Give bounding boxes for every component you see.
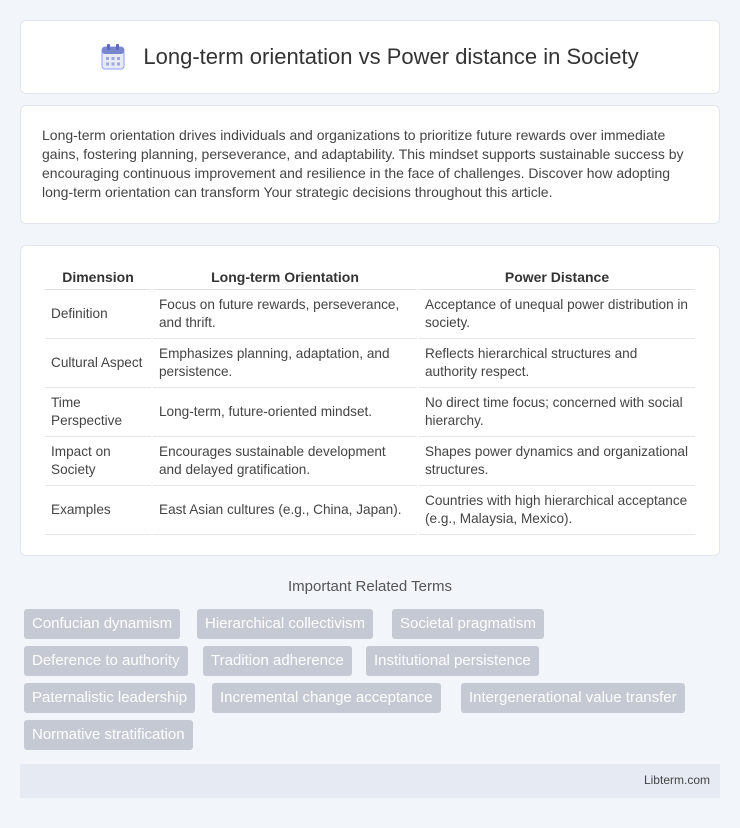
table-cell: Reflects hierarchical structures and authority respect. — [419, 339, 695, 388]
table-cell: No direct time focus; concerned with social hierarchy. — [419, 388, 695, 437]
table-header-long-term: Long-term Orientation — [153, 266, 417, 290]
table-cell: Encourages sustainable development and delayed gratification. — [153, 437, 417, 486]
comparison-table — [43, 266, 697, 535]
table-cell: Shapes power dynamics and organizational structures. — [419, 437, 695, 486]
table-row — [45, 339, 695, 388]
table-header-dimension: Dimension — [45, 266, 151, 290]
table-cell: Definition — [45, 290, 151, 339]
table-cell: Examples — [45, 486, 151, 535]
related-term-tag[interactable]: Societal pragmatism — [392, 609, 544, 639]
related-term-tag[interactable]: Normative stratification — [24, 720, 193, 750]
table-row — [45, 290, 695, 339]
table-cell: Cultural Aspect — [45, 339, 151, 388]
related-term-tag[interactable]: Incremental change acceptance — [212, 683, 441, 713]
table-cell: East Asian cultures (e.g., China, Japan). — [153, 486, 417, 535]
related-term-tag[interactable]: Deference to authority — [24, 646, 188, 676]
calendar-icon — [101, 44, 125, 70]
footer-brand[interactable]: Libterm.com — [643, 773, 710, 787]
related-term-tag[interactable]: Paternalistic leadership — [24, 683, 195, 713]
table-header-row — [45, 266, 695, 290]
comparison-table-card — [20, 245, 720, 556]
intro-text: Long-term orientation drives individuals and organizations to prioritize future rewards over immediate gains, fostering planning, perseverance, and adaptability. This mindset supports sustainable success by encouraging continuous improvement and resilience in the face of challenges. Discover how adopting long-term orientation can transform Your strategic decisions throughout this article. — [42, 127, 684, 200]
table-cell: Emphasizes planning, adaptation, and persistence. — [153, 339, 417, 388]
table-cell: Countries with high hierarchical acceptance (e.g., Malaysia, Mexico). — [419, 486, 695, 535]
table-cell: Time Perspective — [45, 388, 151, 437]
table-cell: Acceptance of unequal power distribution in society. — [419, 290, 695, 339]
table-cell: Long-term, future-oriented mindset. — [153, 388, 417, 437]
related-term-tag[interactable]: Confucian dynamism — [24, 609, 180, 639]
related-term-tag[interactable]: Intergenerational value transfer — [461, 683, 685, 713]
footer — [20, 764, 720, 798]
table-row — [45, 486, 695, 535]
related-term-tag[interactable]: Institutional persistence — [366, 646, 539, 676]
intro-card — [20, 105, 720, 224]
table-cell: Impact on Society — [45, 437, 151, 486]
related-term-tag[interactable]: Hierarchical collectivism — [197, 609, 373, 639]
table-row — [45, 437, 695, 486]
related-term-tag[interactable]: Tradition adherence — [203, 646, 352, 676]
page-title: Long-term orientation vs Power distance in Society — [143, 44, 639, 69]
table-row — [45, 388, 695, 437]
table-header-power-distance: Power Distance — [419, 266, 695, 290]
header-card — [20, 20, 720, 94]
related-terms-title: Important Related Terms — [288, 578, 452, 595]
table-cell: Focus on future rewards, perseverance, and thrift. — [153, 290, 417, 339]
